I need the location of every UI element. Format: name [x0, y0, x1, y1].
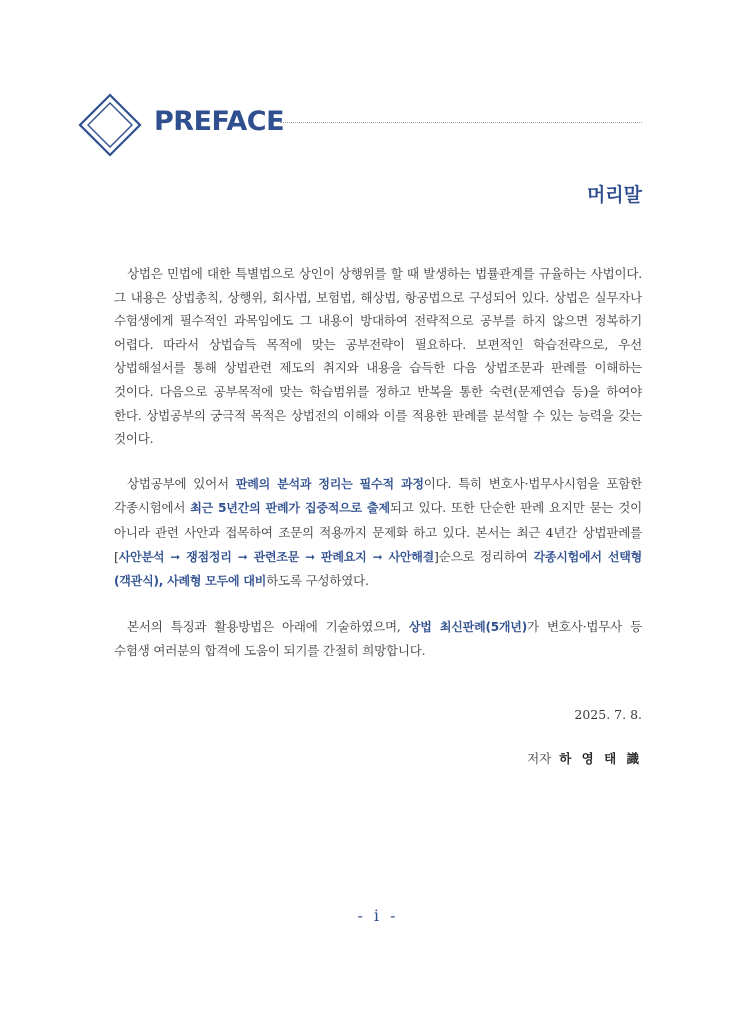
highlight-text: 판례의 분석과 정리는 필수적 과정 [235, 476, 424, 491]
page-number: - i - [357, 906, 399, 925]
paragraph-2 [114, 472, 642, 594]
author-name: 하 영 태 識 [559, 751, 642, 766]
page-title: PREFACE [154, 106, 285, 137]
page-subtitle: 머리말 [586, 184, 642, 206]
paragraph-text: 되고 있다. 또한 단순한 판례 요지만 묻는 것이 아니라 관련 사안과 접목하여 조문의 적용까지 문제화 하고 있다. 본서는 최근 4년간 상법판례를 [ [114, 500, 642, 564]
preface-body [114, 262, 642, 684]
double-diamond-icon [78, 93, 142, 157]
paragraph-text: 상법은 민법에 대한 특별법으로 상인이 상행위를 할 때 발생하는 법률관계를 규율하는 사법이다. 그 내용은 상법총칙, 상행위, 회사법, 보험법, 해상법, 항공법으로 구성되어 있다. 상법은 실무자나 수험생에게 필수적인 과목임에도 그 내용이 방대하여 전략적으로 공부를 하지 않으면 정복하기 어렵다. 따라서 상법습득 목적에 맞는 공부전략이 필요하다. 보편적인 학습전략으로, 우선 상법해설서를 통해 상법관련 제도의 취지와 내용을 습득한 다음 상법조문과 판례를 이해하는 것이다. 다음으로 공부목적에 맞는 학습범위를 정하고 반복을 통한 숙련(문제연습 등)을 하여야 한다. 상법공부의 궁극적 목적은 상법전의 이해와 이를 적용한 판례를 분석할 수 있는 능력을 갖는 것이다. [114, 266, 642, 447]
highlight-text: 각종시험에서 선택형(객관식), 사례형 모두에 대비 [114, 549, 642, 589]
paragraph-3 [114, 615, 642, 663]
date: 2025. 7. 8. [574, 707, 642, 722]
paragraph-text: 본서의 특징과 활용방법은 아래에 기술하였으며, [127, 618, 409, 634]
paragraph-1 [114, 262, 642, 451]
paragraph-text: 상법공부에 있어서 [127, 475, 236, 491]
highlight-text: 상법 최신판례(5개년) [408, 619, 527, 634]
author-line [527, 748, 642, 770]
paragraph-text: ]순으로 정리하여 [434, 548, 534, 564]
paragraph-text: 하도록 구성하였다. [266, 573, 369, 589]
dotted-rule [280, 122, 642, 123]
highlight-text: 사안분석 ➞ 쟁점정리 ➞ 관련조문 ➞ 판례요지 ➞ 사안해결 [118, 549, 435, 564]
highlight-text: 최근 5년간의 판례가 집중적으로 출제 [190, 501, 390, 516]
paragraph-text: 가 변호사·법무사 등 수험생 여러분의 합격에 도움이 되기를 간절히 희망합니다. [114, 618, 642, 659]
author-label: 저자 [527, 751, 552, 766]
paragraph-text: 이다. 특히 변호사·법무사시험을 포함한 각종시험에서 [114, 475, 642, 516]
